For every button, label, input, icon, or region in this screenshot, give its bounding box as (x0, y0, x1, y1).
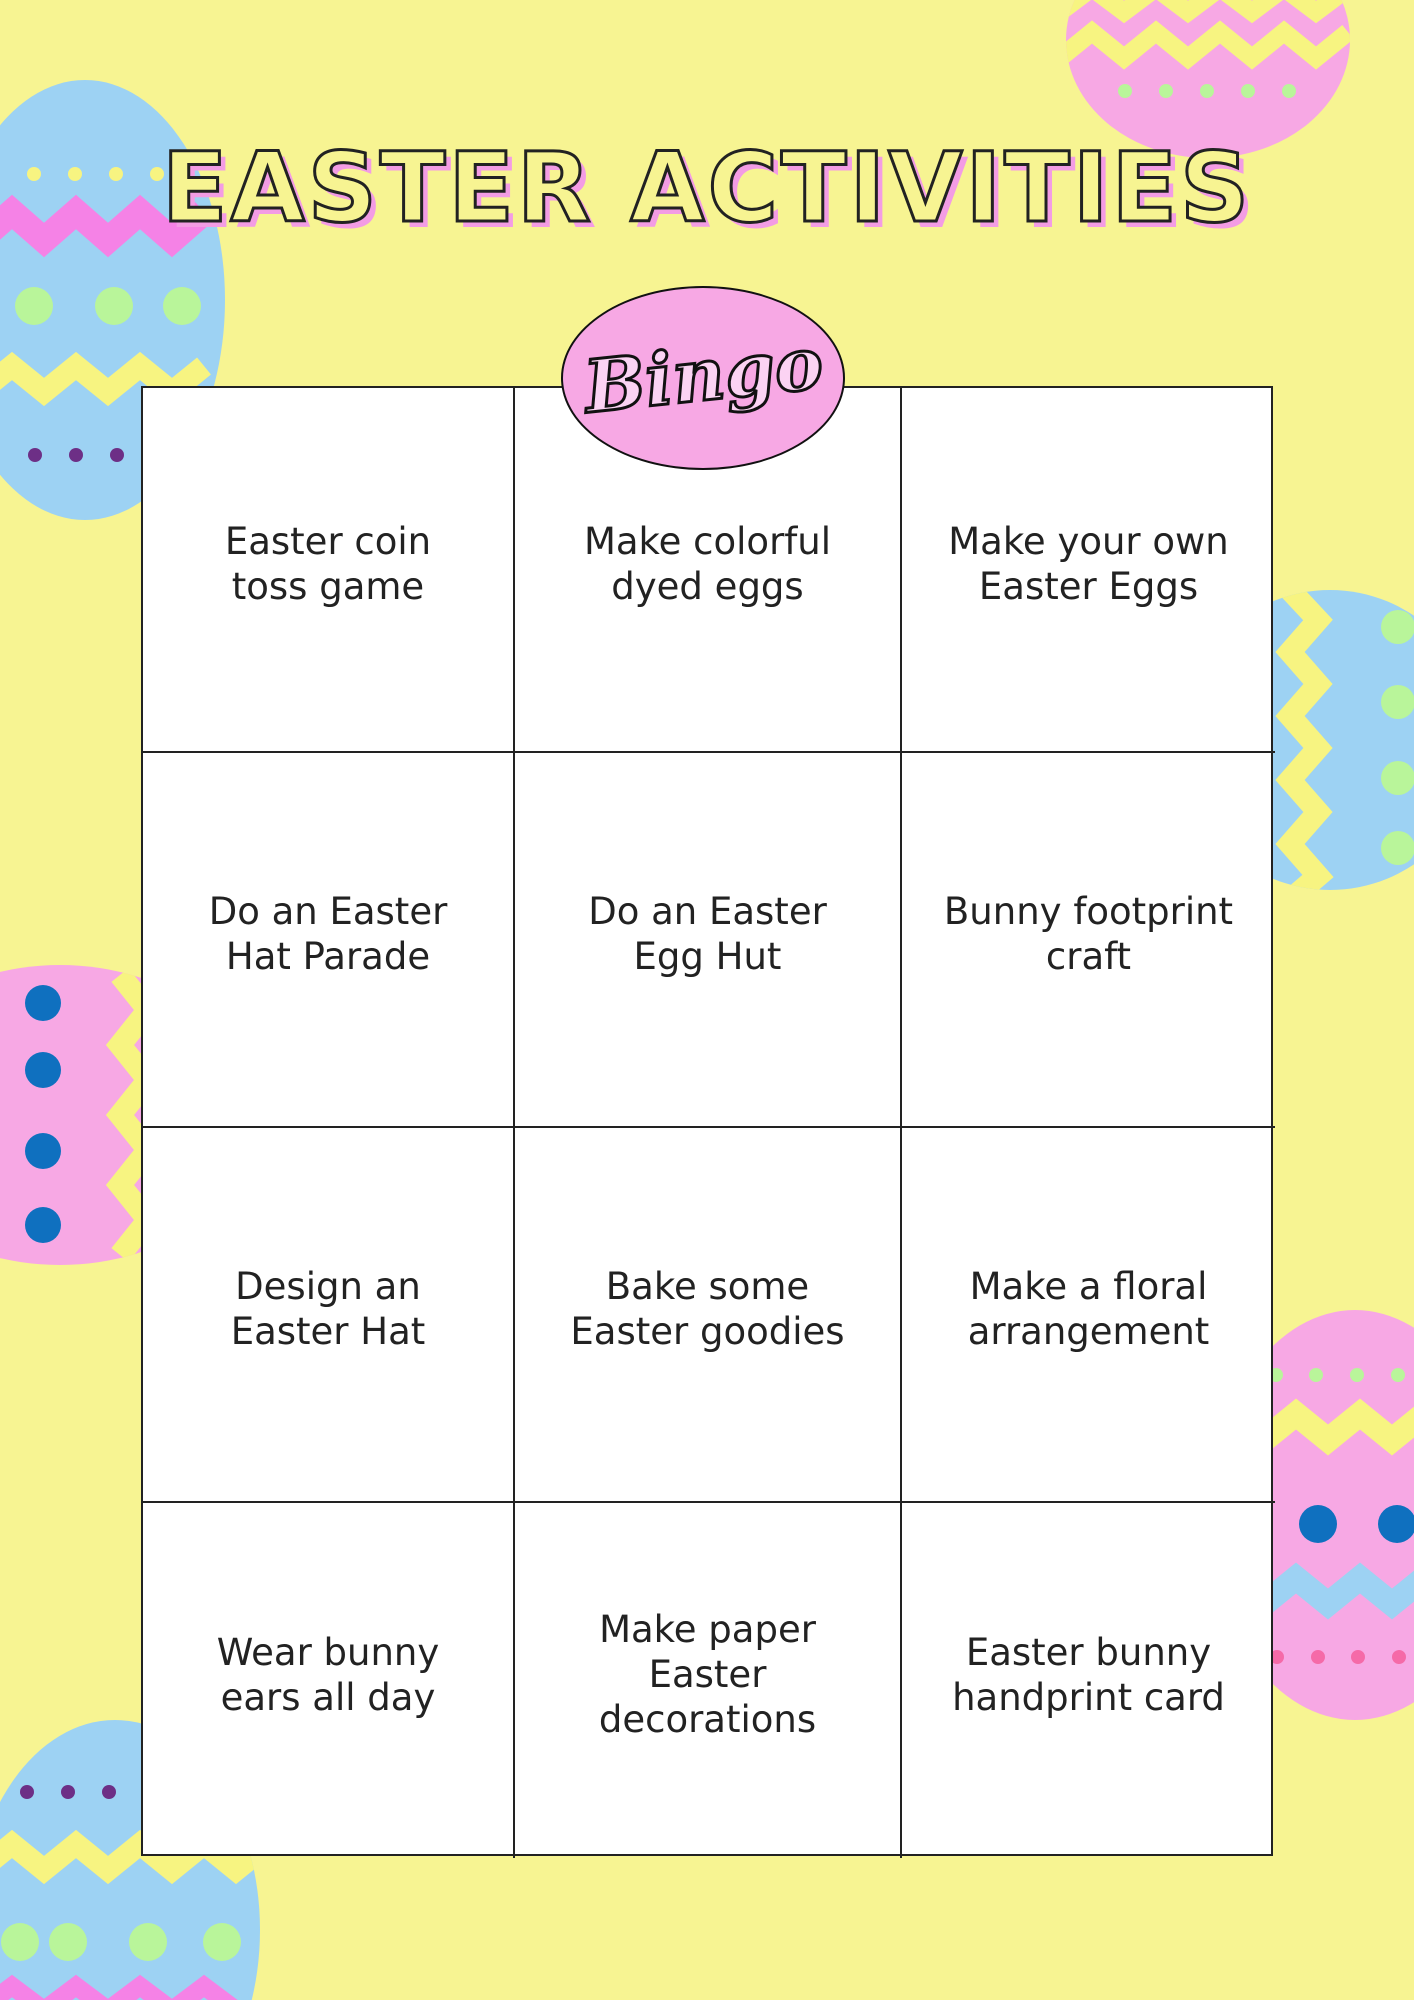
bingo-cell[interactable] (515, 1128, 902, 1503)
bingo-cell-label: Bake some Easter goodies (570, 1264, 845, 1353)
bingo-cell[interactable] (143, 753, 515, 1128)
bingo-grid (141, 386, 1273, 1856)
bingo-cell-label: Design an Easter Hat (230, 1264, 426, 1353)
bingo-badge (561, 286, 845, 470)
bingo-cell-label: Easter coin toss game (224, 519, 432, 608)
bingo-cell[interactable] (902, 388, 1275, 753)
bingo-cell[interactable] (515, 1503, 902, 1858)
bingo-cell-label: Do an Easter Egg Hut (588, 889, 827, 978)
bingo-cell[interactable] (143, 1503, 515, 1858)
bingo-badge-label: Bingo (579, 319, 827, 429)
bingo-cell[interactable] (515, 753, 902, 1128)
bingo-cell-label: Easter bunny handprint card (952, 1630, 1225, 1719)
bingo-cell-label: Bunny footprint craft (943, 889, 1234, 978)
page-title: EASTER ACTIVITIES (161, 132, 1253, 244)
bingo-cell-label: Make your own Easter Eggs (948, 519, 1229, 608)
bingo-cell[interactable] (902, 1503, 1275, 1858)
bingo-cell[interactable] (143, 388, 515, 753)
bingo-cell-label: Make colorful dyed eggs (583, 519, 832, 608)
bingo-cell[interactable] (902, 1128, 1275, 1503)
bingo-cell-label: Wear bunny ears all day (216, 1630, 440, 1719)
bingo-cell[interactable] (902, 753, 1275, 1128)
bingo-cell-label: Make paper Easter decorations (598, 1608, 817, 1741)
bingo-cell-label: Do an Easter Hat Parade (208, 889, 448, 978)
bingo-cell-label: Make a floral arrangement (967, 1264, 1210, 1353)
bingo-cell[interactable] (143, 1128, 515, 1503)
